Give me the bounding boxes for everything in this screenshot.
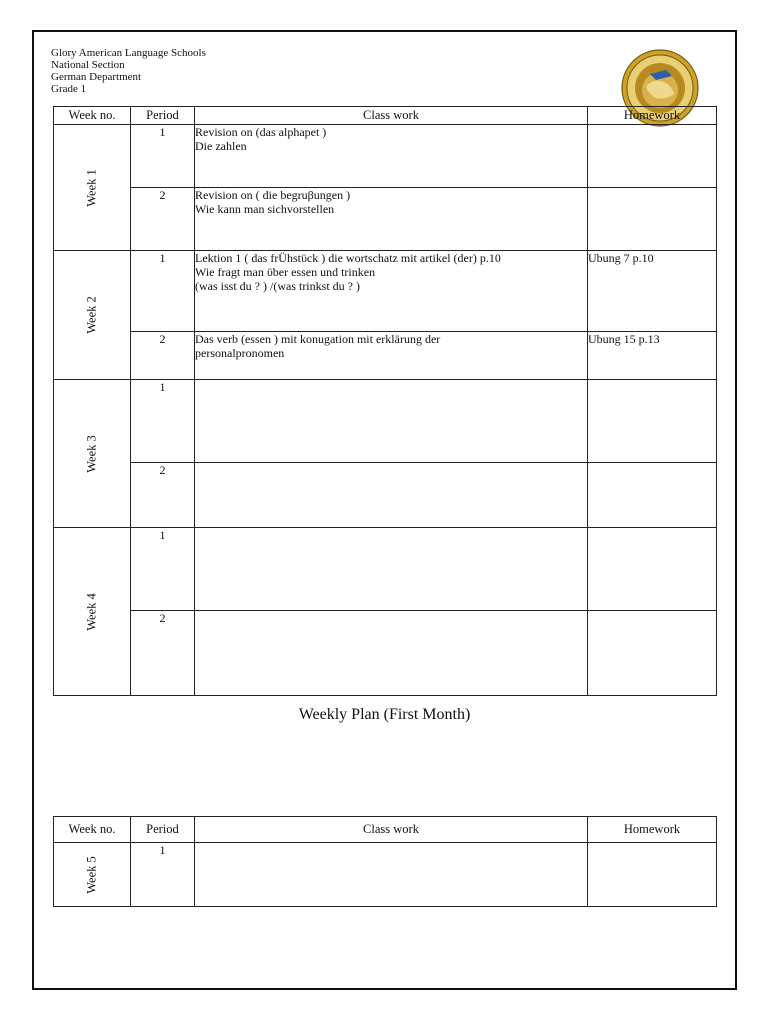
classwork-line: Revision on (das alphapet ) [195,125,327,139]
classwork-cell [195,528,588,611]
homework-cell [588,125,717,188]
period-column-header: Period [131,817,195,843]
week-label: Week 5 [84,855,99,894]
week-cell [54,125,131,251]
period-cell: 1 [131,380,195,463]
classwork-line: (was isst du ? ) /(was trinkst du ? ) [195,279,360,293]
table-row [54,332,717,380]
homework-cell: Ubung 7 p.10 [588,251,717,332]
classwork-column-header: Class work [195,107,588,125]
week-cell [54,843,131,907]
classwork-cell [195,611,588,696]
table-header-row [54,817,717,843]
homework-cell [588,463,717,528]
period-cell: 2 [131,332,195,380]
classwork-line: personalpronomen [195,346,285,360]
plan-caption: Weekly Plan (First Month) [298,706,471,723]
school-header [51,47,206,95]
classwork-cell [195,463,588,528]
week-column-header: Week no. [54,817,131,843]
table-row [54,843,717,907]
classwork-line: Die zahlen [195,139,247,153]
period-column-header: Period [131,107,195,125]
period-cell: 2 [131,463,195,528]
grade-label: Grade 1 [51,83,87,95]
weekly-plan-table [53,106,717,696]
classwork-cell [195,843,588,907]
table-row [54,188,717,251]
week-column-header: Week no. [54,107,131,125]
homework-cell [588,188,717,251]
week-cell [54,380,131,528]
homework-cell: Ubung 15 p.13 [588,332,717,380]
table-row [54,251,717,332]
weekly-plan-table-second [53,816,717,907]
week-cell [54,528,131,696]
homework-cell [588,380,717,463]
classwork-cell [195,251,588,332]
homework-cell [588,528,717,611]
homework-column-header: Homework [588,817,717,843]
table-row [54,380,717,463]
week-label: Week 3 [84,434,99,473]
classwork-cell [195,332,588,380]
classwork-column-header: Class work [195,817,588,843]
homework-column-header: Homework [588,107,717,125]
classwork-cell [195,380,588,463]
table-header-row [54,107,717,125]
school-name: Glory American Language Schools [51,47,206,59]
section-name: National Section [51,59,125,71]
classwork-cell [195,188,588,251]
classwork-line: Wie fragt man ϋber essen und trinken [195,265,376,279]
table-row [54,611,717,696]
period-cell: 2 [131,188,195,251]
classwork-line: Revision on ( die begruβungen ) [195,188,351,202]
week-label: Week 4 [84,592,99,631]
table-row [54,463,717,528]
period-cell: 1 [131,125,195,188]
week-label: Week 1 [84,168,99,207]
period-cell: 1 [131,528,195,611]
table-row [54,125,717,188]
homework-cell [588,843,717,907]
period-cell: 2 [131,611,195,696]
table-row [54,528,717,611]
period-cell: 1 [131,251,195,332]
classwork-line: Wie kann man sichvorstellen [195,202,335,216]
classwork-line: Das verb (essen ) mit konugation mit erklärung der [195,332,441,346]
week-label: Week 2 [84,296,99,334]
classwork-cell [195,125,588,188]
week-cell [54,251,131,380]
department-name: German Department [51,71,142,83]
classwork-line: Lektion 1 ( das frÜhstϋck ) die wortschatz mit artikel (der) p.10 [195,251,501,265]
period-cell: 1 [131,843,195,907]
homework-cell [588,611,717,696]
